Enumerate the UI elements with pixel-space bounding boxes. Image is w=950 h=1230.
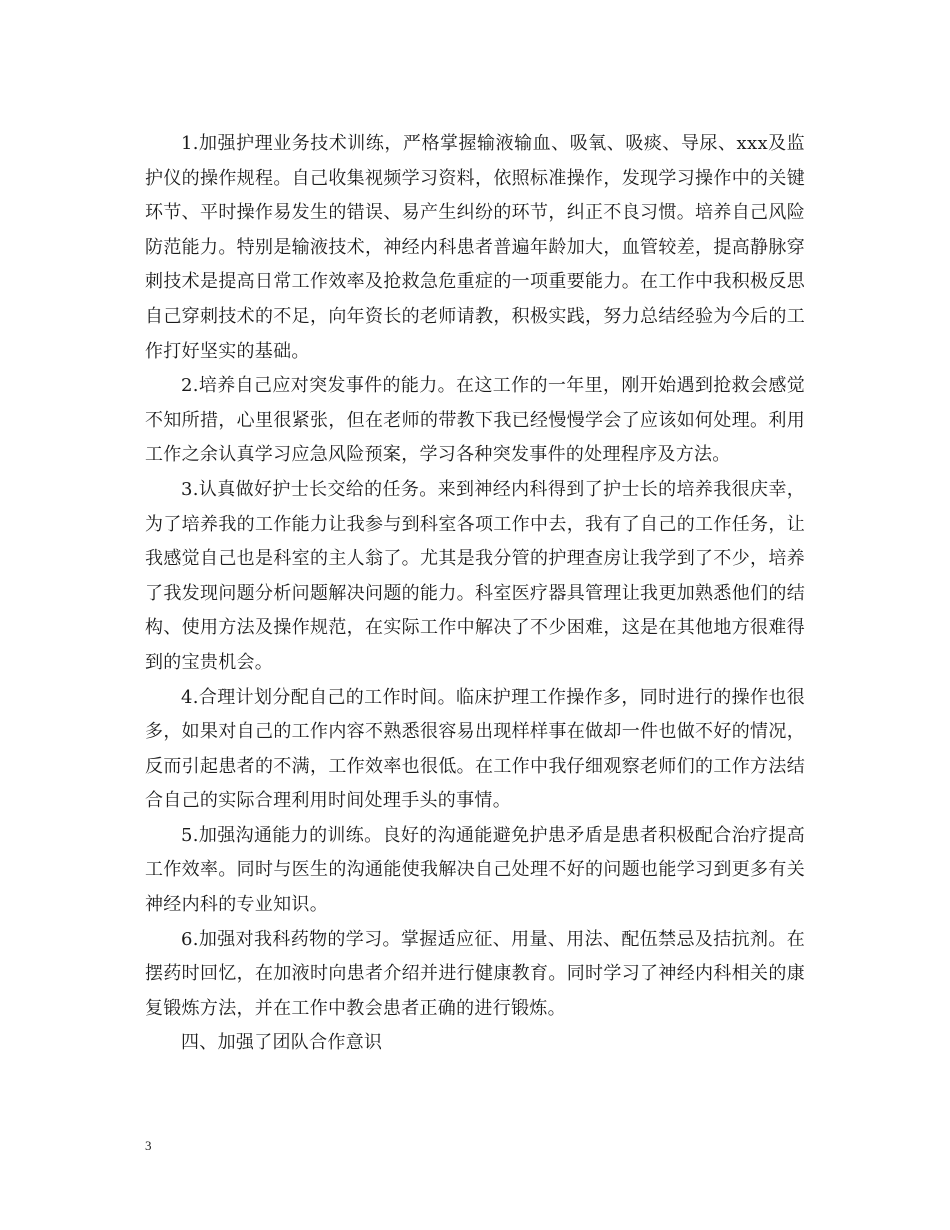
document-body [145,127,805,1061]
paragraph-communication: 5.加强沟通能力的训练。良好的沟通能避免护患矛盾是患者积极配合治疗提高工作效率。同时与医生的沟通能使我解决自己处理不好的问题也能学习到更多有关神经内科的专业知识。 [145,824,805,916]
paragraph-medication-study: 6.加强对我科药物的学习。掌握适应征、用量、用法、配伍禁忌及拮抗剂。在摆药时回忆，在加液时向患者介绍并进行健康教育。同时学习了神经内科相关的康复锻炼方法，并在工作中教会患者正确的进行锻炼。 [145,928,805,1019]
paragraph-time-planning: 4.合理计划分配自己的工作时间。临床护理工作操作多，同时进行的操作也很多，如果对自己的工作内容不熟悉很容易出现样样事在做却一件也做不好的情况，反而引起患者的不满，工作效率也很低。在工作中我仔细观察老师们的工作方法结合自己的实际合理利用时间处理手头的事情。 [145,686,805,812]
paragraph-head-nurse-tasks: 3.认真做好护士长交给的任务。来到神经内科得到了护士长的培养我很庆幸，为了培养我的工作能力让我参与到科室各项工作中去，我有了自己的工作任务，让我感觉自己也是科室的主人翁了。尤其是我分管的护理查房让我学到了不少，培养了我发现问题分析问题解决问题的能力。科室医疗器具管理让我更加熟悉他们的结构、使用方法及操作规范，在实际工作中解决了不少困难，这是在其他地方很难得到的宝贵机会。 [145,478,805,673]
page-number: 3 [145,1138,152,1153]
paragraph-skill-training: 1.加强护理业务技术训练，严格掌握输液输血、吸氧、吸痰、导尿、xxx及监护仪的操作规程。自己收集视频学习资料，依照标准操作，发现学习操作中的关键环节、平时操作易发生的错误、易产生纠纷的环节，纠正不良习惯。培养自己风险防范能力。特别是输液技术，神经内科患者普遍年龄加大，血管较差，提高静脉穿刺技术是提高日常工作效率及抢救急危重症的一项重要能力。在工作中我积极反思自己穿刺技术的不足，向年资长的老师请教，积极实践，努力总结经验为今后的工作打好坚实的基础。 [145,133,805,362]
paragraph-emergency-response: 2.培养自己应对突发事件的能力。在这工作的一年里，刚开始遇到抢救会感觉不知所措，心里很紧张，但在老师的带教下我已经慢慢学会了应该如何处理。利用工作之余认真学习应急风险预案，学习各种突发事件的处理程序及方法。 [145,375,805,466]
section-heading-teamwork: 四、加强了团队合作意识 [181,1032,383,1054]
